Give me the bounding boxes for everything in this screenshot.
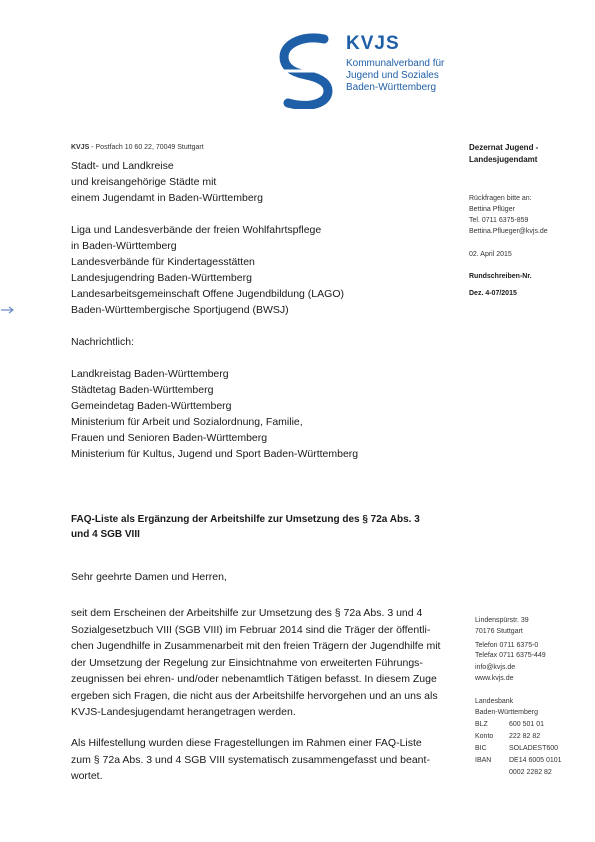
logo-line: Kommunalverband für — [346, 58, 445, 69]
paragraph-line: Sozialgesetzbuch VIII (SGB VIII) im Februar 2014 sind die Träger der öffentli- — [71, 623, 431, 636]
bank-detail-row — [475, 720, 544, 731]
kvjs-logo-mark-icon — [276, 33, 336, 109]
paragraph-line: wortet. — [71, 770, 103, 782]
subject-line: und 4 SGB VIII — [71, 529, 140, 540]
sender-line — [71, 144, 204, 151]
bank-detail-value: 0002 2282 82 — [509, 769, 552, 776]
bank-detail-row — [475, 768, 552, 779]
paragraph-line: der Umsetzung der Regelung zur Einsichtnahme von erweiterten Führungs- — [71, 656, 423, 669]
recipient-line: Baden-Württembergische Sportjugend (BWSJ) — [71, 304, 289, 316]
bank-detail-value: SOLADEST600 — [509, 745, 559, 752]
recipient-line: Liga und Landesverbände der freien Wohlfahrtspflege — [71, 224, 322, 236]
address-website[interactable]: www.kvjs.de — [475, 675, 514, 682]
cc-recipient-line: Landkreistag Baden-Württemberg — [71, 368, 229, 380]
bank-detail-value: 222 82 82 — [509, 733, 541, 740]
bank-detail-row — [475, 744, 558, 755]
cc-recipient-line: Gemeindetag Baden-Württemberg — [71, 400, 232, 412]
subject-line: FAQ-Liste als Ergänzung der Arbeitshilfe zur Umsetzung des § 72a Abs. 3 — [71, 514, 420, 525]
recipient-line: Landesjugendring Baden-Württemberg — [71, 272, 252, 284]
bank-detail-value: DE14 6005 0101 — [509, 757, 562, 764]
address-email[interactable]: info@kvjs.de — [475, 664, 516, 671]
department-line: Landesjugendamt — [469, 155, 538, 164]
contact-email[interactable]: Bettina.Pflueger@kvjs.de — [469, 228, 548, 235]
bank-detail-key: BLZ — [475, 721, 488, 728]
bank-detail-key: Konto — [475, 733, 494, 740]
paragraph-line: zum § 72a Abs. 3 und 4 SGB VIII systematisch zusammengefasst und beant- — [71, 753, 430, 766]
recipient-line: Landesarbeitsgemeinschaft Offene Jugendbildung (LAGO) — [71, 288, 344, 300]
bank-detail-key: IBAN — [475, 757, 492, 764]
circular-label: Rundschreiben-Nr. — [469, 273, 532, 280]
contact-line: Rückfragen bitte an: — [469, 195, 532, 202]
salutation: Sehr geehrte Damen und Herren, — [71, 571, 227, 583]
cc-label: Nachrichtlich: — [71, 336, 135, 348]
paragraph-line: Als Hilfestellung wurden diese Fragestellungen im Rahmen einer FAQ-Liste — [71, 737, 422, 749]
address-fax: Telefax 0711 6375-449 — [475, 652, 546, 659]
department-line: Dezernat Jugend - — [469, 143, 539, 152]
body-paragraph — [71, 735, 466, 785]
bank-detail-row — [475, 732, 540, 743]
cc-recipient-line: Frauen und Senioren Baden-Württemberg — [71, 432, 268, 444]
bank-detail-value: 600 501 01 — [509, 721, 545, 728]
recipient-line: Landesverbände für Kindertagesstätten — [71, 256, 255, 268]
logo-line: Jugend und Soziales — [346, 70, 439, 81]
logo-line: Baden-Württemberg — [346, 82, 437, 93]
arrow-right-icon — [1, 306, 15, 314]
recipient-line: Stadt- und Landkreise — [71, 160, 174, 172]
paragraph-line: chen Jugendhilfe in Zusammenarbeit mit den freien Trägern der Jugendhilfe mit — [71, 640, 441, 652]
bank-detail-row — [475, 756, 562, 767]
address-line: 70176 Stuttgart — [475, 628, 523, 635]
cc-recipient-line: Städtetag Baden-Württemberg — [71, 384, 214, 396]
recipient-line: in Baden-Württemberg — [71, 240, 177, 252]
paragraph-line: ergeben sich Fragen, die nicht aus der Arbeitshilfe hervorgehen und an uns als — [71, 689, 438, 702]
recipient-line: einem Jugendamt in Baden-Württemberg — [71, 192, 264, 204]
circular-number: Dez. 4-07/2015 — [469, 290, 517, 297]
letter-date: 02. April 2015 — [469, 251, 512, 258]
address-phone: Telefon 0711 6375-0 — [475, 642, 539, 649]
contact-phone: Tel. 0711 6375-859 — [469, 217, 529, 224]
recipient-line: und kreisangehörige Städte mit — [71, 176, 217, 188]
address-line: Lindenspürstr. 39 — [475, 617, 529, 624]
paragraph-line: seit dem Erscheinen der Arbeitshilfe zur Umsetzung des § 72a Abs. 3 und 4 — [71, 607, 423, 619]
kvjs-logo — [276, 33, 476, 113]
sender-address: - Postfach 10 60 22, 70049 Stuttgart — [89, 144, 204, 151]
cc-recipient-line: Ministerium für Arbeit und Sozialordnung, Familie, — [71, 416, 303, 428]
paragraph-line: zeugnissen bei ehren- und/oder nebenamtlich Tätigen befasst. In diesem Zuge — [71, 673, 437, 685]
body-paragraph — [71, 605, 466, 721]
bank-name: Landesbank — [475, 698, 514, 705]
logo-title: KVJS — [346, 33, 400, 54]
sender-org: KVJS — [71, 144, 90, 151]
letter-subject — [71, 512, 471, 542]
bank-name: Baden-Württemberg — [475, 709, 539, 716]
cc-recipient-line: Ministerium für Kultus, Jugend und Sport Baden-Württemberg — [71, 448, 359, 460]
paragraph-line: KVJS-Landesjugendamt herangetragen werden. — [71, 706, 296, 718]
bank-detail-key: BIC — [475, 745, 487, 752]
contact-name: Bettina Pflüger — [469, 206, 515, 213]
